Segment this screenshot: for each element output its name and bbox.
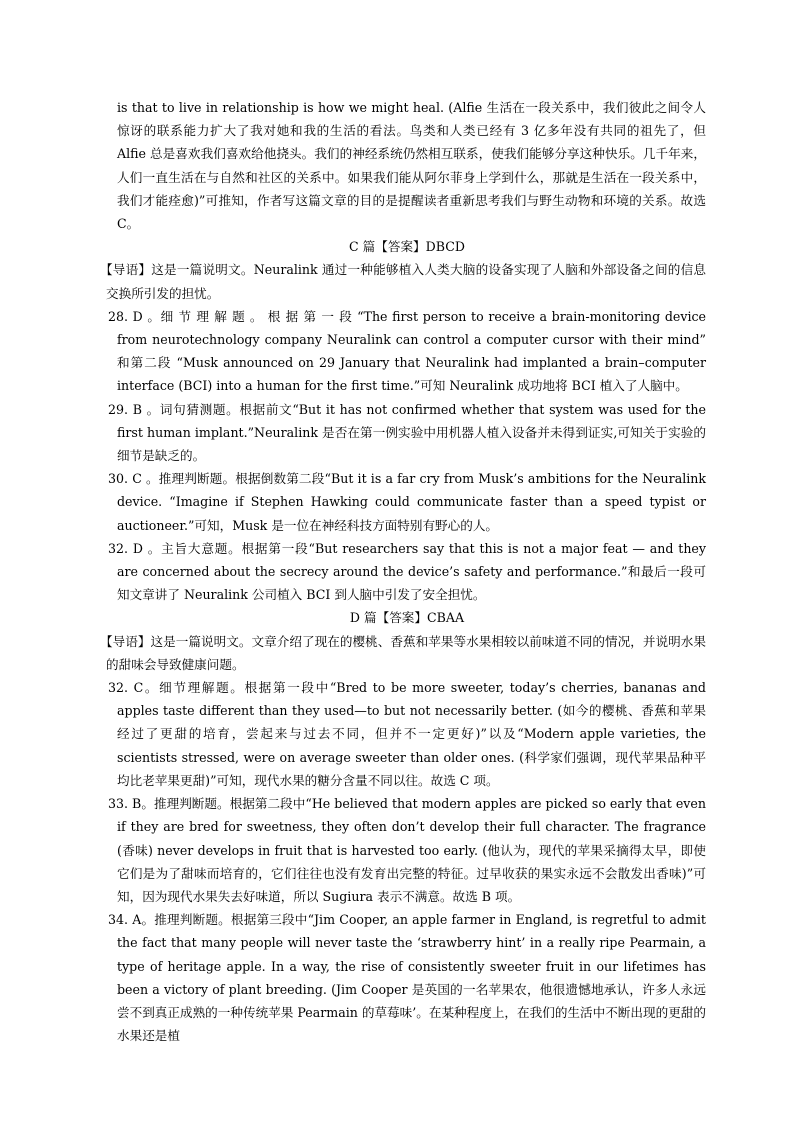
section-c-guide: 【导语】这是一篇说明文。Neuralink 通过一种能够植入人类大脑的设备实现了人脑和外部设备之间的信息交换所引发的担忧。 [100,262,706,301]
section-d-guide: 【导语】这是一篇说明文。文章介绍了现在的樱桃、香蕉和苹果等水果相较以前味道不同的情况，并说明水果的甜味会导致健康问题。 [100,633,706,672]
question-32-explanation: 32. C。细节理解题。根据第一段中“Bred to be more sweeter, today’s cherries, bananas and apples taste different than they used—to but not necessarily better. (如今的樱桃、香蕉和苹果经过了更甜的培育，尝起来与过去不同，但并不一定更好)”以及“Modern apple varieties, the scientists stressed, were on average sweeter than older ones. (科学家们强调，现代苹果品种平均比老苹果更甜)”可知，现代水果的糖分含量不同以往。故选 C 项。 [108,680,706,788]
section-c-answer-heading: C 篇【答案】DBCD [349,239,465,255]
question-28-explanation: 28. D 。细 节 理 解 题 。 根 据 第 一 段 “The first person to receive a brain-monitoring device from neurotechnology company Neuralink can control a computer cursor with their mind” 和第二段 “Musk announced on 29 January that Neuralink had implanted a brain–computer interface (BCI) into a human for the first time.”可知 Neuralink 成功地将 BCI 植入了人脑中。 [108,308,706,394]
passage-b-conclusion: is that to live in relationship is how we might heal. (Alfie 生活在一段关系中，我们彼此之间令人惊讶的联系能力扩大了我对她和我的生活的看法。鸟类和人类已经有 3 亿多年没有共同的祖先了，但 Alfie 总是喜欢我们喜欢给他挠头。我们的神经系统仍然相互联系，使我们能够分享这种快乐。几千年来，人们一直生活在与自然和社区的关系中。如果我们能从阿尔菲身上学到什么，那就是生活在一段关系中，我们才能痊愈)”可推知，作者写这篇文章的目的是提醒读者重新思考我们与野生动物和环境的关系。故选 C。 [117,100,706,232]
question-34-explanation: 34. A。推理判断题。根据第三段中“Jim Cooper, an apple farmer in England, is regretful to admit the fact that many people will never taste the ‘strawberry hint’ in a really ripe Pearmain, a type of heritage apple. In a way, the rise of consistently sweeter fruit in our lifetimes has been a victory of plant breeding. (Jim Cooper 是英国的一名苹果农，他很遗憾地承认，许多人永远尝不到真正成熟的一种传统苹果 Pearmain 的草莓味’。在某种程度上，在我们的生活中不断出现的更甜的水果还是植 [108,912,706,1044]
question-29-explanation: 29. B 。词句猜测题。根据前文“But it has not confirmed whether that system was used for the first human implant.”Neuralink 是否在第一例实验中用机器人植入设备并未得到证实,可知关于实验的细节是缺乏的。 [108,401,706,464]
question-31-explanation: 32. D 。主旨大意题。根据第一段“But researchers say that this is not a major feat — and they are concerned about the secrecy around the device’s safety and performance.”和最后一段可知文章讲了 Neuralink 公司植入 BCI 到人脑中引发了安全担忧。 [108,540,706,603]
question-33-explanation: 33. B。推理判断题。根据第二段中“He believed that modern apples are picked so early that even if they are bred for sweetness, they often don’t develop their full character. The fragrance (香味) never develops in fruit that is harvested too early. (他认为，现代的苹果采摘得太早，即使它们是为了甜味而培育的，它们往往也没有发育出完整的特征。过早收获的果实永远不会散发出香味)”可知，因为现代水果失去好味道，所以 Sugiura 表示不满意。故选 B 项。 [108,796,706,904]
question-30-explanation: 30. C 。推理判断题。根据倒数第二段“But it is a far cry from Musk’s ambitions for the Neuralink device. “Imagine if Stephen Hawking could communicate faster than a speed typist or auctioneer.”可知，Musk 是一位在神经科技方面特别有野心的人。 [108,471,706,533]
section-d-answer-heading: D 篇【答案】CBAA [349,610,465,626]
